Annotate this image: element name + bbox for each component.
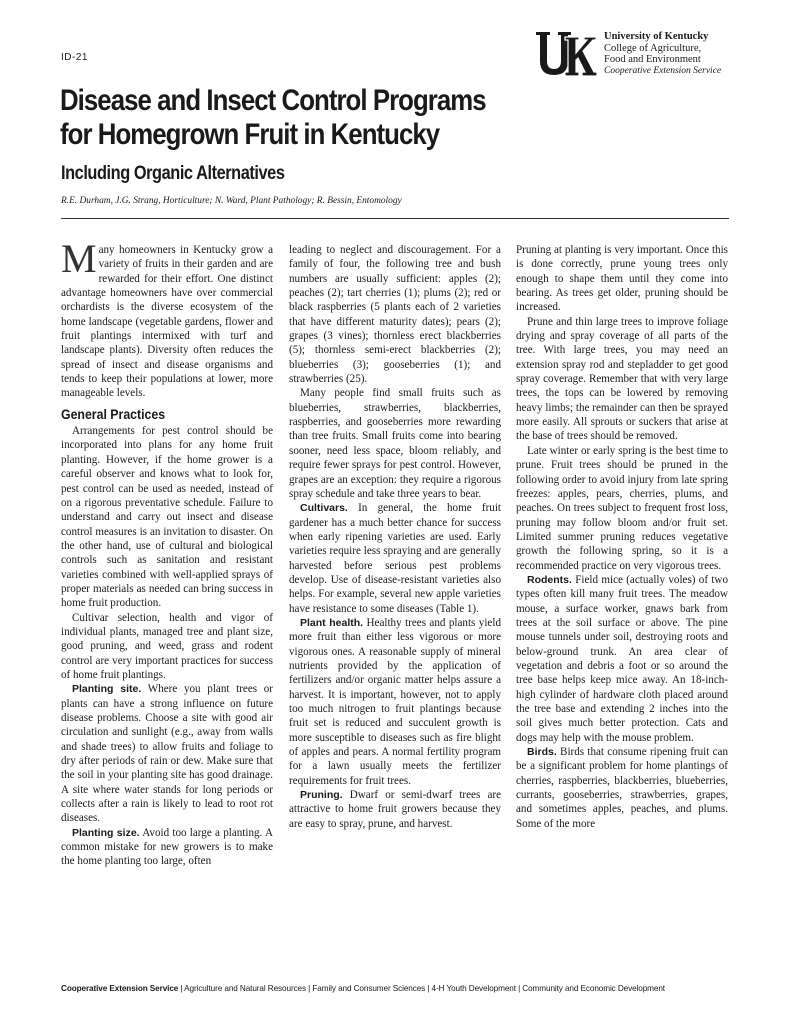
paragraph-planting-size — [61, 826, 273, 869]
paragraph: Many people find small fruits such as blueberries, strawberries, blackberries, raspberries, and gooseberries more rewarding than tree fruits. Small fruits come into bearing sooner, need less space, bloom reliably, and require fewer sprays for pest control. However, grapes are an exception: they require a rigorous spray schedule and take three years to bear. — [289, 387, 501, 500]
intro-paragraph — [61, 236, 273, 401]
paragraph-pruning — [289, 788, 501, 831]
uk-logo-icon — [535, 31, 597, 77]
paragraph: Pruning at planting is very important. Once this is done correctly, prune young trees only enough to shape them until they come into bearing. As trees get older, pruning should be increased. — [516, 244, 728, 314]
paragraph-birds — [516, 745, 728, 831]
footer-lead: Cooperative Extension Service — [61, 984, 179, 993]
column-1 — [61, 236, 274, 869]
column-3 — [516, 243, 728, 831]
run-in-heading: Cultivars. — [300, 502, 348, 515]
paragraph-cultivars — [289, 501, 501, 616]
paragraph-text: Healthy trees and plants yield more fruit than either less vigorous or more vigorous ones. A reasonable supply of mineral nutrients provided by the application of fertilizers and/or organic matter helps assure a harvest. It is important, however, not to apply too much nitrogen to fruit plantings because fruit set is reduced and succulent growth is more susceptible to diseases such as fire blight of apples and pears. A normal fertility program for a lawn usually meets the fertilizer requirements for fruit trees. — [289, 616, 501, 787]
paragraph-rodents — [516, 573, 728, 745]
authors: R.E. Durham, J.G. Strang, Horticulture; N. Ward, Plant Pathology; R. Bessin, Entomology — [61, 196, 402, 206]
paragraph-text: Dwarf or semi-dwarf trees are attractive to home fruit growers because they are easy to spray, prune, and harvest. — [289, 789, 501, 830]
paragraph-plant-health — [289, 616, 501, 788]
section-heading-general-practices: General Practices — [61, 405, 166, 422]
paragraph: leading to neglect and discouragement. For a family of four, the following tree and bush numbers are usually sufficient: apples (2); peaches (2); tart cherries (1); plums (2); red or black raspberries (5 plants each of 2 varieties that have different maturity dates); pears (2); grapes (3 vines); thornless erect blackberries (5); thornless semi-erect blackberries (2); blueberries (3); gooseberries (1); and strawberries (25). — [289, 244, 501, 386]
paragraph-text: In general, the home fruit gardener has a much better chance for success when early ripening varieties are used. Early varieties require less spraying and are generally harvested before serious pest problems develop. Use of disease-resistant varieties also helps. For example, several new apple varieties have resistance to some diseases (Table 1). — [289, 502, 501, 615]
paragraph: Cultivar selection, health and vigor of individual plants, managed tree and plant size, good pruning, and weed, grass and rodent control are very important practices for success of home fruit plantings. — [61, 611, 273, 681]
run-in-heading: Planting site. — [72, 683, 142, 696]
paragraph-text: Where you plant trees or plants can have a strong influence on future disease problems. Choose a site with good air circulation and sunlight (e.g., away from walls and shade trees) to allow fruits and foliage to dry after periods of rain or dew. Make sure that the soil in your planting site has good drainage. A site where water stands for long periods or collects after a rain is likely to lead to root rot diseases. — [61, 683, 274, 825]
document-id: ID-21 — [61, 52, 88, 63]
uk-logo-block — [535, 31, 735, 81]
logo-service: Cooperative Extension Service — [604, 65, 722, 76]
logo-college: College of Agriculture, — [604, 42, 702, 54]
paragraph: Prune and thin large trees to improve foliage drying and spray coverage of all parts of the tree. With large trees, you may need an extension spray rod and stepladder to get good spray coverage. Remember that with very large trees, the tops can be lowered by removing heavy limbs; the remainder can then be sprayed more easily. All sprouts or suckers that arise at the base of trees should be removed. — [516, 315, 728, 443]
title-line-2: for Homegrown Fruit in Kentucky — [60, 118, 440, 151]
paragraph: Late winter or early spring is the best time to prune. Fruit trees should be pruned in the following order to avoid injury from late spring freezes: apples, pears, cherries, plums, and peaches. On trees subject to frequent frost loss, pruning may follow bloom and/or fruit set. Limited summer pruning reduces vegetative growth the following spring, so it is a recommended practice on very vigorous trees. — [516, 444, 728, 572]
paragraph-text: Avoid too large a planting. A common mistake for new growers is to make the home planting too large, often — [61, 826, 273, 868]
intro-text: any homeowners in Kentucky grow a variety of fruits in their garden and are rewarded for their effort. One distinct advantage homeowners have over commercial orchardists is the diverse ecosystem of the home landscape (vegetable gardens, flower and fruit plantings intermixed with turf and landscape plants). Diversity often reduces the spread of insect and disease organisms and tends to keep their populations at lower, more manageable levels. — [61, 244, 273, 400]
run-in-heading: Birds. — [527, 746, 557, 759]
drop-cap: M — [61, 236, 97, 281]
logo-college-cont: Food and Environment — [604, 54, 701, 65]
run-in-heading: Rodents. — [527, 573, 572, 586]
paragraph: Arrangements for pest control should be incorporated into plans for any home fruit planting. However, if the home grower is a careful observer and knows what to look for, pest control can be used as needed, instead of on a rigorous preventative schedule. Failure to understand and carry out insect and disease control measures is an invitation to disaster. On the other hand, use of cultural and biological controls such as sanitation and resistant varieties combined with well-applied sprays of proper materials as needed can bring success in home fruit production. — [61, 425, 273, 610]
page-title — [60, 84, 542, 152]
run-in-heading: Plant health. — [300, 616, 364, 629]
paragraph-planting-site — [61, 682, 273, 825]
logo-text — [604, 31, 721, 77]
paragraph-text: Birds that consume ripening fruit can be a significant problem for home plantings of cherries, raspberries, blackberries, blueberries, currants, gooseberries, strawberries, grapes, and sometimes apples, peaches, and plums. Some of the more — [516, 746, 728, 830]
footer — [61, 984, 665, 993]
run-in-heading: Pruning. — [300, 789, 343, 802]
paragraph-text: Field mice (actually voles) of two types often kill many fruit trees. The meadow mouse, a surface worker, gnaws bark from trees at the soil surface or above. The pine mouse tunnels under soil, destroying roots and below-ground trunk. An area clear of vegetation and debris a foot or so around the tree base helps keep mice away. An 18-inch-high cylinder of hardware cloth placed around the tree base and extending 2 inches into the soil gives much better protection. Cats and dogs may help with the mouse problem. — [516, 573, 728, 744]
logo-university: University of Kentucky — [604, 31, 709, 42]
footer-programs: | Agriculture and Natural Resources | Family and Consumer Sciences | 4-H Youth Development | Community and Economic Development — [178, 984, 665, 993]
column-2 — [289, 243, 501, 831]
title-line-1: Disease and Insect Control Programs — [60, 84, 486, 117]
header-divider — [61, 218, 729, 219]
run-in-heading: Planting size. — [72, 826, 140, 839]
page-subtitle: Including Organic Alternatives — [61, 163, 285, 184]
